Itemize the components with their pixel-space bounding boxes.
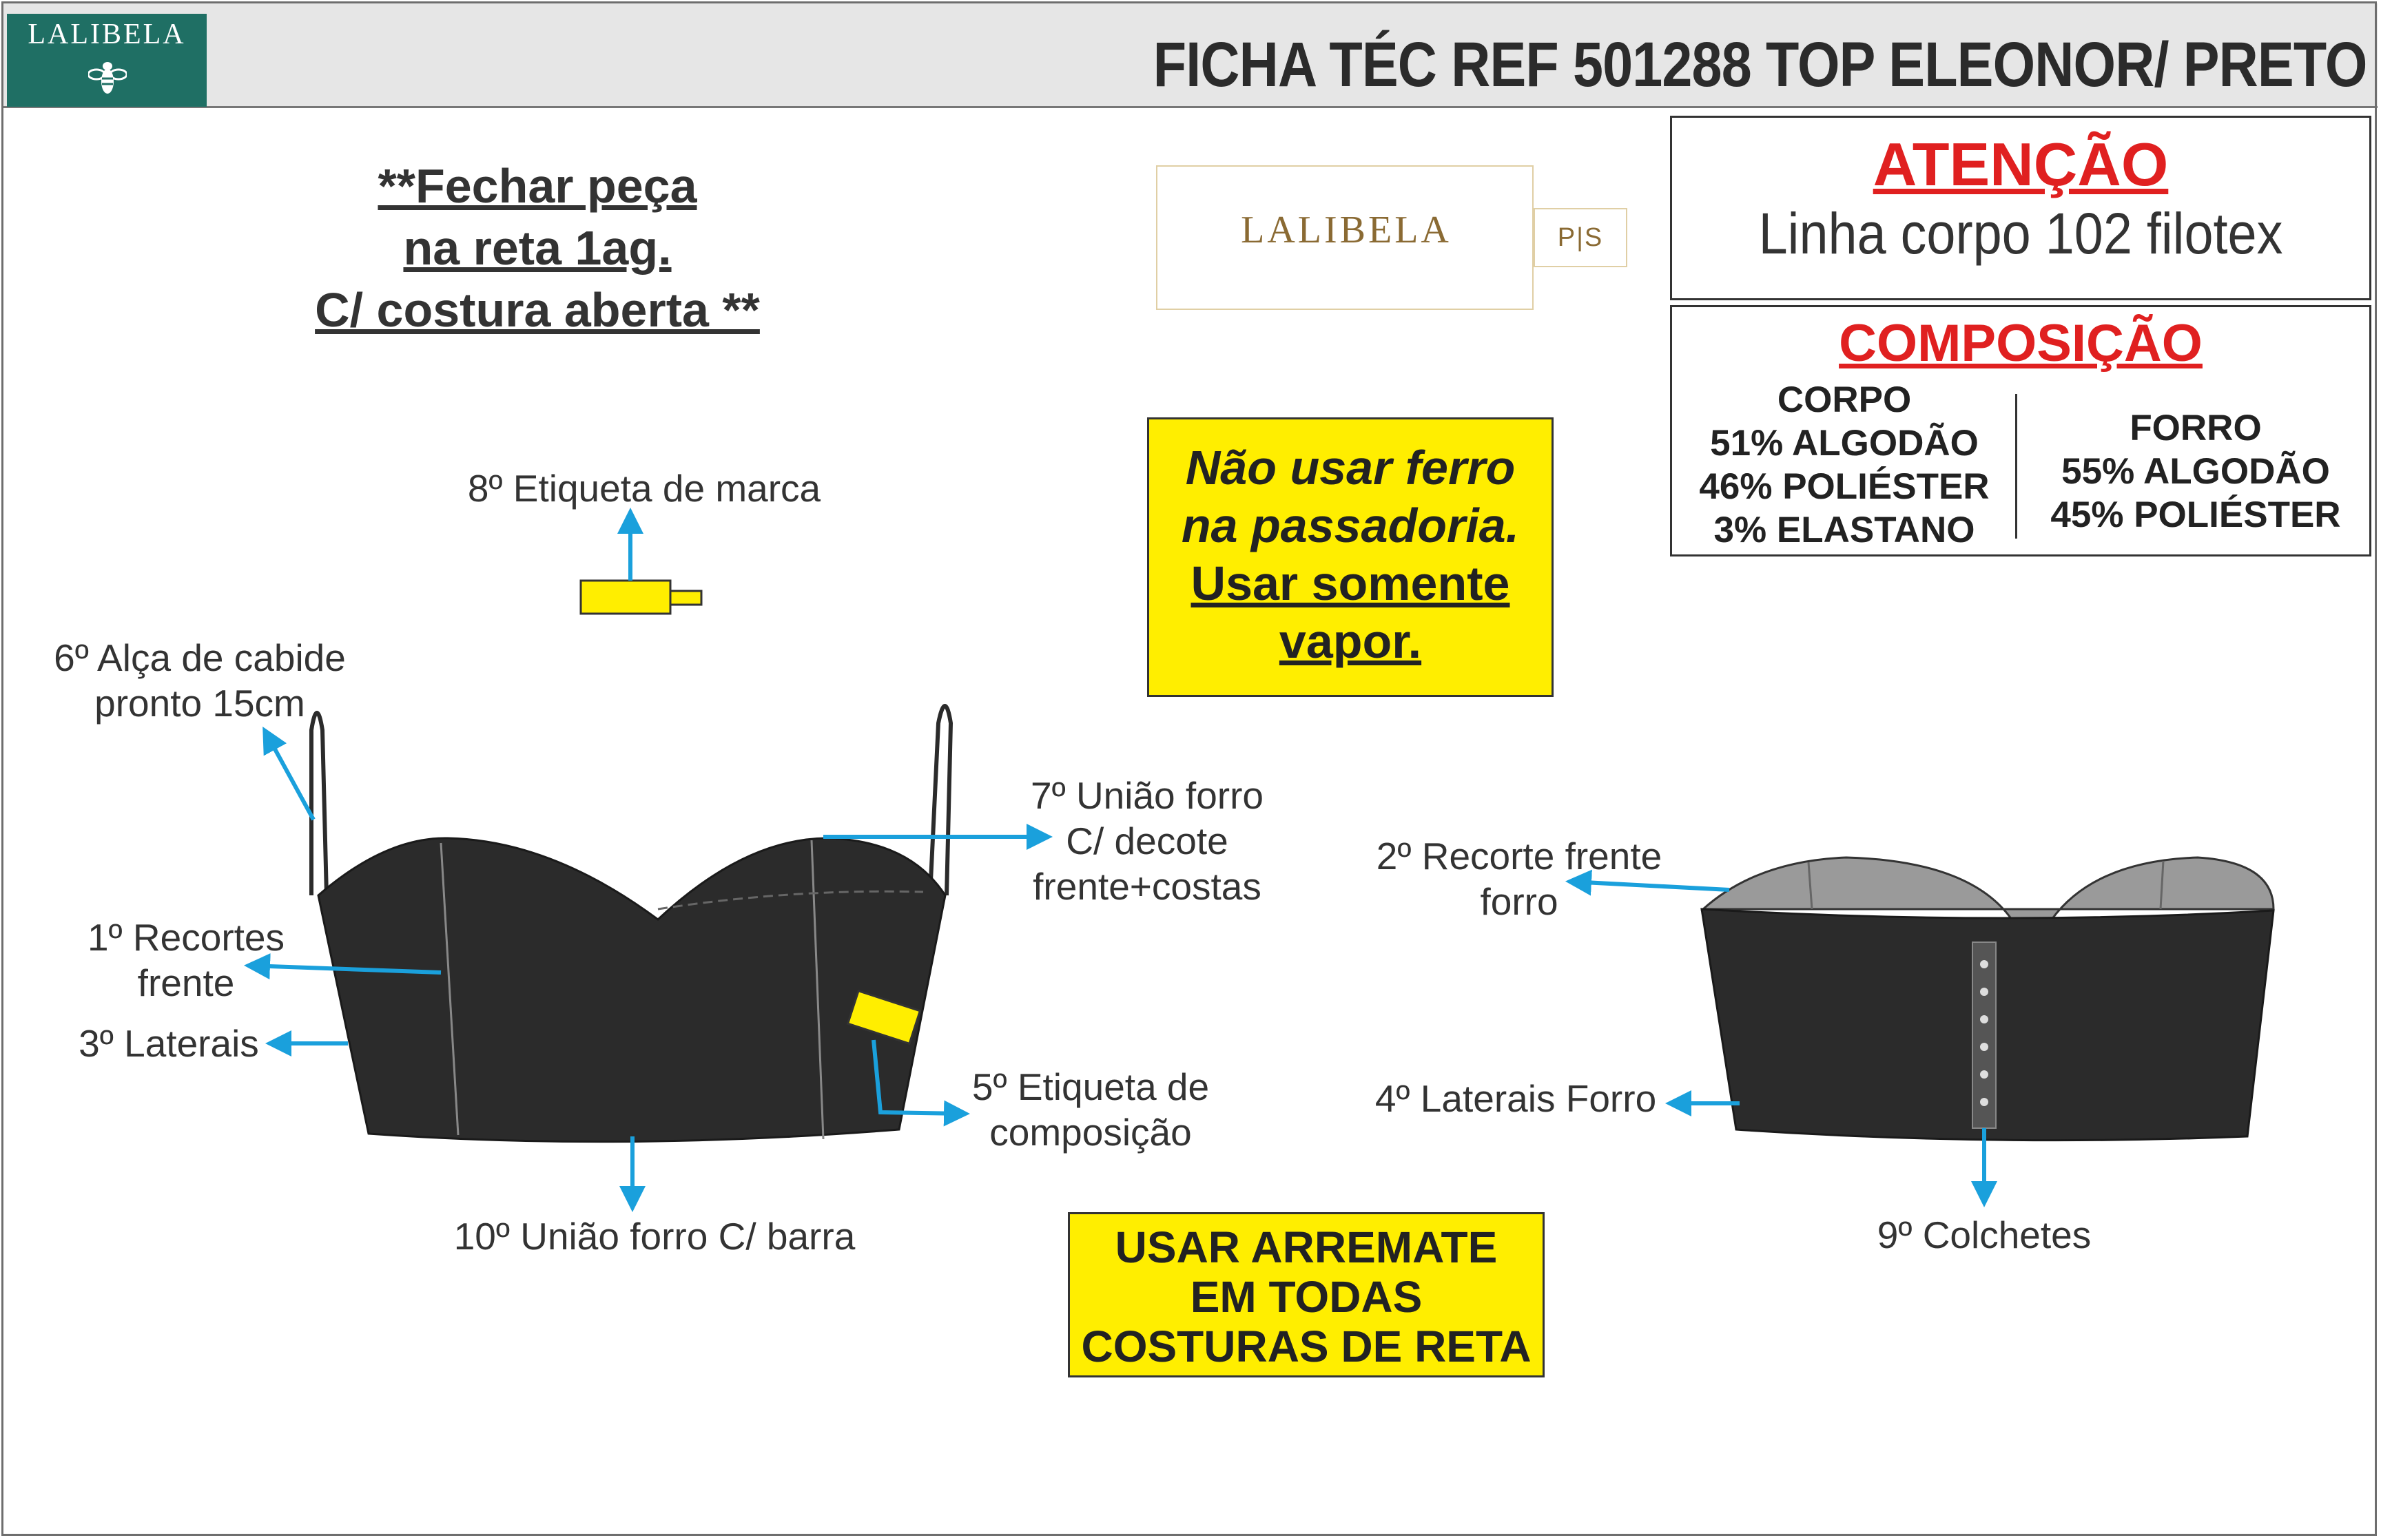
- label-front-panels-line: 1º Recortes: [87, 916, 285, 959]
- iron-warning-line: na passadoria.: [1181, 499, 1520, 552]
- label-hooks: 9º Colchetes: [1877, 1214, 2092, 1256]
- page-title: FICHA TÉC REF 501288 TOP ELEONOR/ PRETO: [1153, 30, 2367, 100]
- size-tab: P|S: [1534, 208, 1627, 267]
- composition-body-line: CORPO: [1777, 379, 1912, 420]
- composition-body-line: 51% ALGODÃO: [1710, 423, 1979, 464]
- closing-note-line: **Fechar peça: [378, 159, 697, 213]
- logo-text: LALIBELA: [28, 19, 186, 50]
- label-lining-hem: 10º União forro C/ barra: [453, 1215, 856, 1258]
- finish-warning-line: COSTURAS DE RETA: [1081, 1322, 1532, 1371]
- label-composition-tag-line: composição: [989, 1111, 1192, 1154]
- iron-warning-line: vapor.: [1279, 614, 1422, 668]
- brand-label-text: LALIBELA: [1241, 209, 1452, 251]
- finish-warning-line: USAR ARREMATE: [1115, 1222, 1498, 1272]
- closing-note-line: C/ costura aberta **: [315, 283, 760, 337]
- attention-text: Linha corpo 102 filotex: [1758, 201, 2283, 266]
- composition-lining-line: 55% ALGODÃO: [2061, 451, 2330, 492]
- page-border: [1, 1, 2377, 1536]
- iron-warning-line: Não usar ferro: [1185, 441, 1516, 495]
- composition-lining-line: FORRO: [2130, 408, 2262, 448]
- label-front-panels-line: frente: [137, 961, 235, 1004]
- closing-note-line: na reta 1ag.: [403, 221, 672, 275]
- composition-lining-line: 45% POLIÉSTER: [2050, 495, 2341, 535]
- finish-warning-line: EM TODAS: [1190, 1272, 1423, 1322]
- label-lining-neckline-line: 7º União forro: [1030, 774, 1264, 817]
- label-lining-sides: 4º Laterais Forro: [1374, 1077, 1657, 1120]
- label-sides: 3º Laterais: [79, 1022, 259, 1065]
- label-front-lining-line: forro: [1480, 880, 1558, 923]
- composition-title: COMPOSIÇÃO: [1839, 314, 2203, 373]
- composition-body-line: 46% POLIÉSTER: [1699, 466, 1990, 507]
- label-hanger-loop-line: 6º Alça de cabide: [54, 636, 346, 679]
- attention-title: ATENÇÃO: [1873, 130, 2169, 198]
- label-brand-tag: 8º Etiqueta de marca: [467, 467, 821, 510]
- label-lining-neckline-line: frente+costas: [1033, 865, 1261, 908]
- label-lining-neckline-line: C/ decote: [1066, 820, 1228, 862]
- label-hanger-loop-line: pronto 15cm: [94, 682, 305, 725]
- label-composition-tag-line: 5º Etiqueta de: [971, 1065, 1210, 1108]
- label-front-lining-line: 2º Recorte frente: [1376, 835, 1662, 877]
- iron-warning-line: Usar somente: [1190, 556, 1510, 610]
- composition-body-line: 3% ELASTANO: [1713, 510, 1975, 550]
